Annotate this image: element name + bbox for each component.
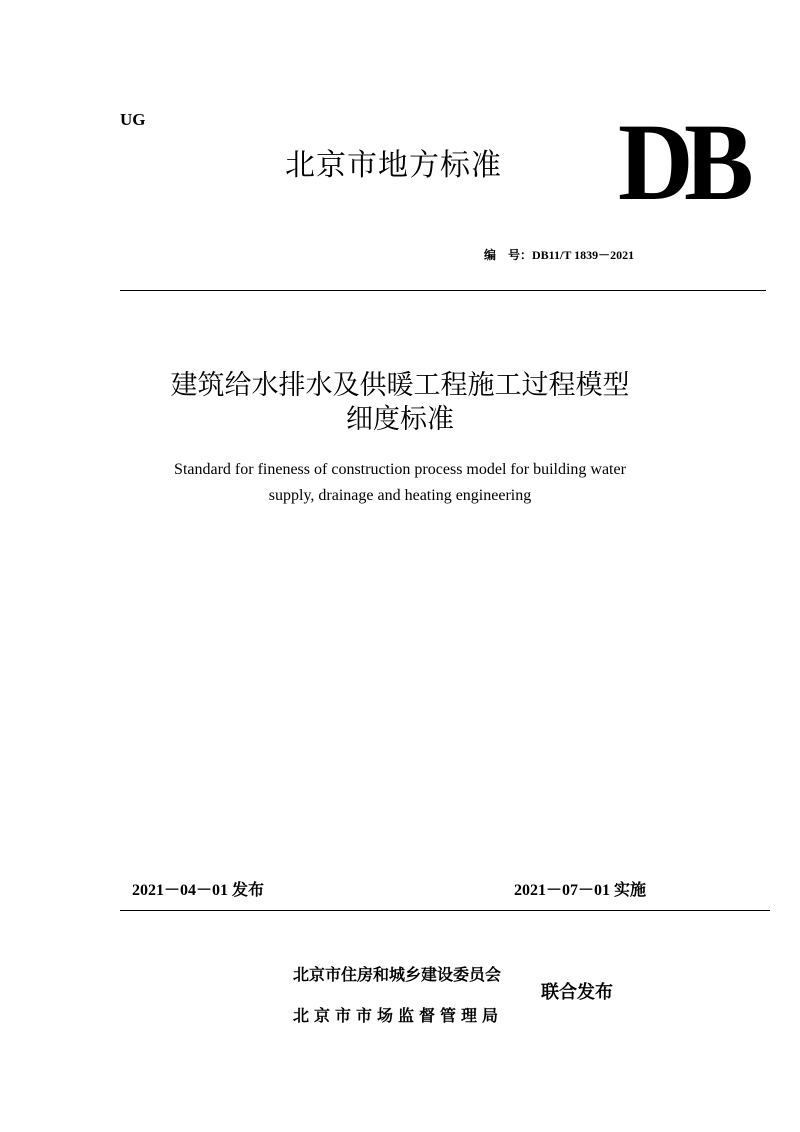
effective-label: 实施 bbox=[614, 880, 647, 899]
english-title-line-1: Standard for fineness of construction process model for building water bbox=[174, 461, 626, 478]
db-logo: DB bbox=[618, 101, 745, 223]
issuer-housing-commission: 北京市住房和城乡建设委员会 bbox=[293, 965, 502, 984]
joint-publish-label: 联合发布 bbox=[541, 982, 613, 1003]
standard-code bbox=[484, 246, 634, 263]
effective-date bbox=[514, 877, 646, 900]
issuer-market-regulation: 北京市市场监督管理局 bbox=[293, 1006, 504, 1025]
publish-date bbox=[132, 877, 264, 900]
bottom-divider bbox=[120, 910, 770, 911]
standard-type-title: 北京市地方标准 bbox=[285, 148, 502, 183]
chinese-title-line-2: 细度标准 bbox=[346, 404, 454, 435]
publish-date-value: 2021－04－01 bbox=[132, 882, 229, 899]
ug-label: UG bbox=[120, 110, 146, 129]
standard-code-value: DB11/T 1839－2021 bbox=[532, 248, 635, 262]
chinese-title-line-1: 建筑给水排水及供暖工程施工过程模型 bbox=[170, 370, 630, 401]
standard-code-label: 编 号： bbox=[484, 248, 533, 262]
effective-date-value: 2021－07－01 bbox=[514, 882, 611, 899]
top-divider bbox=[120, 290, 766, 291]
publish-label: 发布 bbox=[232, 880, 265, 899]
english-title-line-2: supply, drainage and heating engineering bbox=[268, 487, 532, 504]
